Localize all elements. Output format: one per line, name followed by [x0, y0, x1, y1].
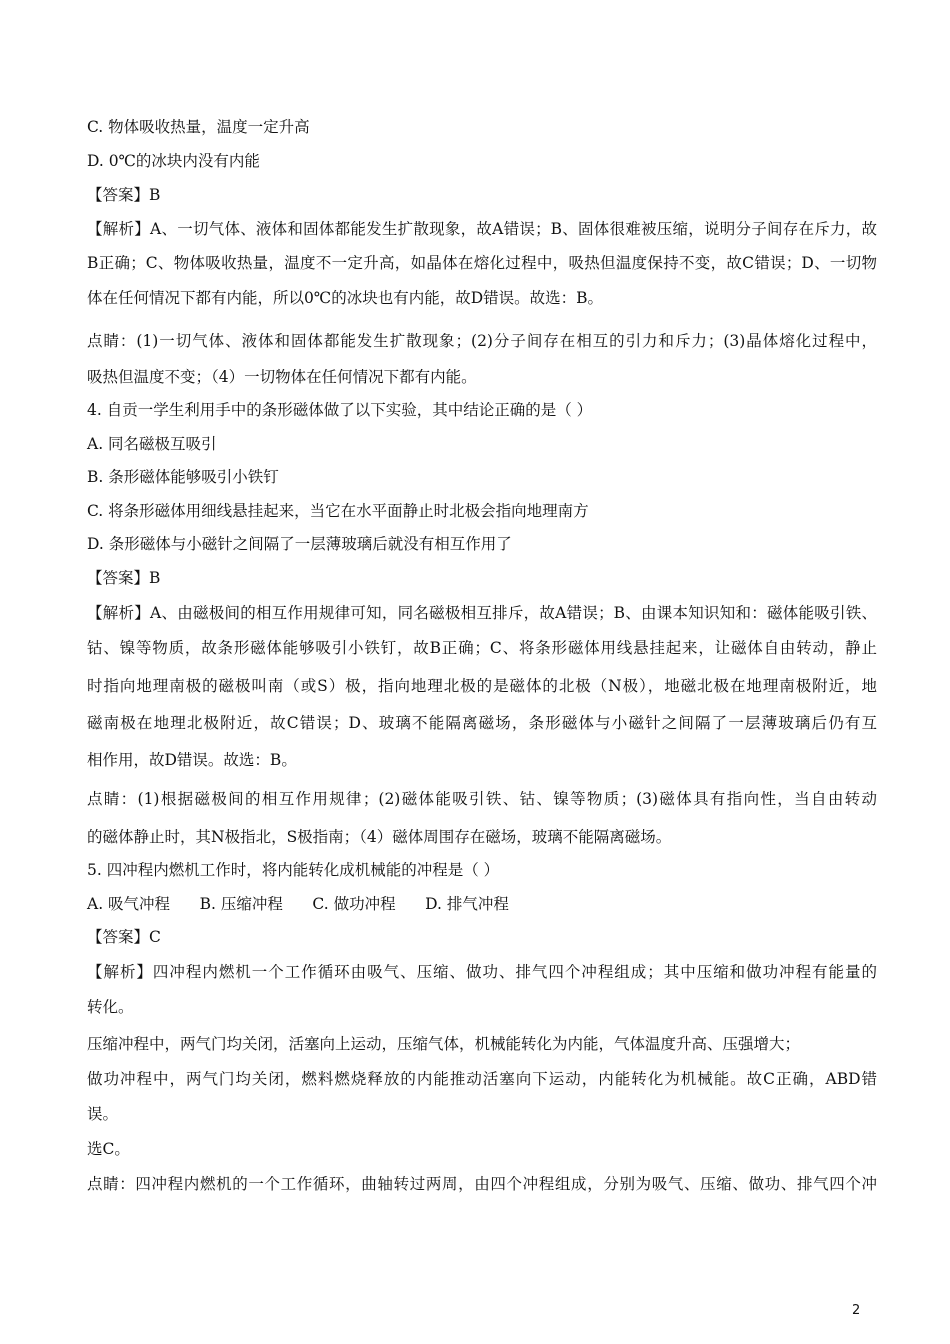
- q4-answer: 【答案】B: [87, 569, 161, 587]
- q5-stem: 5. 四冲程内燃机工作时，将内能转化成机械能的冲程是（ ）: [87, 861, 500, 879]
- q3-comment-line: 点睛：(1)一切气体、液体和固体都能发生扩散现象；(2)分子间存在相互的引力和斥力；(3)晶体熔化过程中，: [87, 332, 877, 350]
- q3-analysis-line: B正确；C、物体吸收热量，温度不一定升高，如晶体在熔化过程中，吸热但温度保持不变，故C错误；D、一切物: [87, 254, 877, 272]
- q4-stem: 4. 自贡一学生利用手中的条形磁体做了以下实验，其中结论正确的是（ ）: [87, 401, 593, 419]
- q4-comment-line: 的磁体静止时，其N极指北，S极指南；（4）磁体周围存在磁场，玻璃不能隔离磁场。: [87, 828, 672, 846]
- q4-option-a: A. 同名磁极互吸引: [87, 435, 217, 453]
- q5-comment-line: 点睛：四冲程内燃机的一个工作循环，曲轴转过两周，由四个冲程组成，分别为吸气、压缩、做功、排气四个冲: [87, 1175, 877, 1193]
- q3-answer: 【答案】B: [87, 186, 161, 204]
- q4-analysis-line: 钴、镍等物质，故条形磁体能够吸引小铁钉，故B正确；C、将条形磁体用线悬挂起来，让磁体自由转动，静止: [87, 639, 877, 657]
- page-number: 2: [852, 1303, 861, 1318]
- q4-analysis-line: 时指向地理南极的磁极叫南（或S）极，指向地理北极的是磁体的北极（N极），地磁北极在地理南极附近，地: [87, 677, 877, 695]
- q5-options: A. 吸气冲程 B. 压缩冲程 C. 做功冲程 D. 排气冲程: [87, 895, 509, 913]
- q5-analysis-line: 【解析】四冲程内燃机一个工作循环由吸气、压缩、做功、排气四个冲程组成；其中压缩和做功冲程有能量的: [87, 963, 877, 981]
- q4-option-d: D. 条形磁体与小磁针之间隔了一层薄玻璃后就没有相互作用了: [87, 535, 512, 553]
- q5-answer: 【答案】C: [87, 928, 161, 946]
- q3-analysis-line: 【解析】A、一切气体、液体和固体都能发生扩散现象，故A错误；B、固体很难被压缩，说明分子间存在斥力，故: [87, 220, 877, 238]
- q3-analysis-line: 体在任何情况下都有内能，所以0℃的冰块也有内能，故D错误。故选：B。: [87, 289, 604, 307]
- q4-option-c: C. 将条形磁体用细线悬挂起来，当它在水平面静止时北极会指向地理南方: [87, 502, 589, 520]
- q5-analysis-line: 误。: [87, 1105, 119, 1123]
- q4-option-b: B. 条形磁体能够吸引小铁钉: [87, 468, 279, 486]
- q4-analysis-line: 相作用，故D错误。故选：B。: [87, 751, 297, 769]
- q4-analysis-line: 磁南极在地理北极附近，故C错误；D、玻璃不能隔离磁场，条形磁体与小磁针之间隔了一层薄玻璃后仍有互: [87, 714, 877, 732]
- q5-analysis-line: 压缩冲程中，两气门均关闭，活塞向上运动，压缩气体，机械能转化为内能，气体温度升高、压强增大；: [87, 1035, 801, 1053]
- q4-comment-line: 点睛：(1)根据磁极间的相互作用规律；(2)磁体能吸引铁、钴、镍等物质；(3)磁体具有指向性，当自由转动: [87, 790, 877, 808]
- q4-analysis-line: 【解析】A、由磁极间的相互作用规律可知，同名磁极相互排斥，故A错误；B、由课本知识知和：磁体能吸引铁、: [87, 604, 877, 622]
- q3-comment-line: 吸热但温度不变；（4）一切物体在任何情况下都有内能。: [87, 368, 477, 386]
- q5-analysis-line: 做功冲程中，两气门均关闭，燃料燃烧释放的内能推动活塞向下运动，内能转化为机械能。故C正确，ABD错: [87, 1070, 877, 1088]
- q3-option-d: D. 0℃的冰块内没有内能: [87, 152, 260, 170]
- q3-option-c: C. 物体吸收热量，温度一定升高: [87, 118, 310, 136]
- q5-analysis-line: 转化。: [87, 998, 134, 1016]
- q5-analysis-line: 选C。: [87, 1140, 130, 1158]
